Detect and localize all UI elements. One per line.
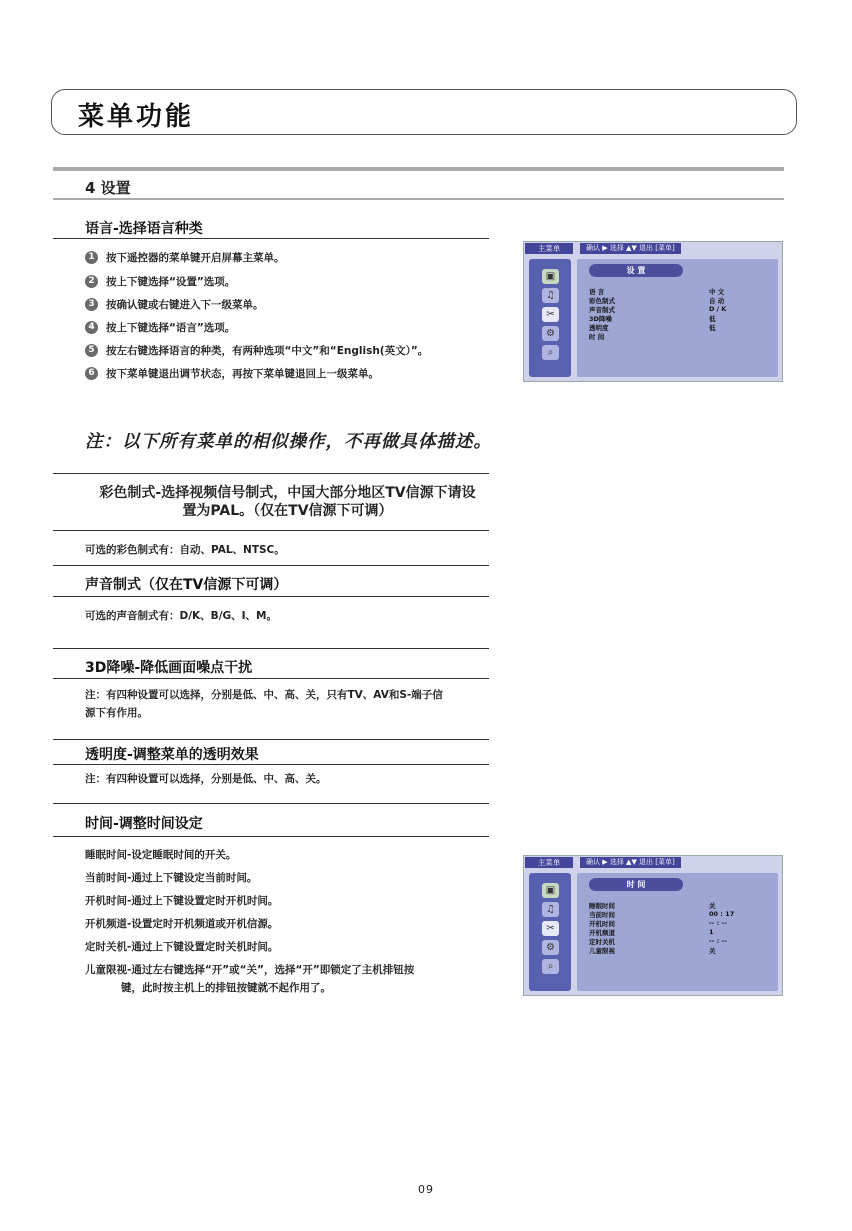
divider — [53, 678, 489, 679]
osd-row: 开机频道 1 — [589, 928, 714, 937]
osd-sidebar — [529, 873, 571, 991]
color-system-heading: 彩色制式-选择视频信号制式，中国大部分地区TV信源下请设 置为PAL。（仅在TV信源下可调） — [99, 485, 476, 519]
step-text: 按确认键或右键进入下一级菜单。 — [106, 299, 264, 311]
step-number: 3 — [85, 298, 98, 311]
step-item — [85, 366, 379, 381]
divider — [53, 565, 489, 566]
noise-heading: 3D降噪-降低画面噪点干扰 — [85, 660, 253, 676]
osd-row: 睡眠时间 关 — [589, 902, 716, 910]
divider — [53, 739, 489, 740]
divider — [53, 648, 489, 649]
osd-settings-screenshot — [523, 241, 783, 382]
step-number: 1 — [85, 251, 98, 264]
step-number: 2 — [85, 275, 98, 288]
chapter-title-box — [51, 89, 797, 135]
osd-row: 语 言 中 文 — [589, 288, 725, 296]
time-item: 当前时间-通过上下键设定当前时间。 — [85, 872, 258, 884]
divider — [53, 530, 489, 531]
language-heading: 语言-选择语言种类 — [85, 221, 203, 237]
noise-body: 注：有四种设置可以选择，分别是低、中、高、关，只有TV、AV和S-端子信 源下有作用。 — [85, 689, 443, 719]
step-text: 按左右键选择语言的种类，有两种选项“中文”和“English(英文）”。 — [106, 345, 429, 357]
time-heading: 时间-调整时间设定 — [85, 816, 203, 832]
divider — [53, 238, 489, 239]
transparency-heading: 透明度-调整菜单的透明效果 — [85, 747, 259, 763]
divider — [53, 836, 489, 837]
osd-panel — [577, 259, 778, 377]
time-item: 开机时间-通过上下键设置定时开机时间。 — [85, 895, 279, 907]
time-item: 开机频道-设置定时开机频道或开机信源。 — [85, 918, 279, 930]
step-number: 6 — [85, 367, 98, 380]
osd-row: 3D降噪 低 — [589, 315, 716, 323]
color-system-body: 可选的彩色制式有：自动、PAL、NTSC。 — [85, 544, 285, 556]
osd-hint-bar: 确认 ▶ 选择 ▲▼ 退出 [菜单] — [580, 243, 681, 254]
chapter-title: 菜单功能 — [78, 102, 195, 132]
step-number: 5 — [85, 344, 98, 357]
time-item-child-lock: 儿童限视-通过左右键选择“开”或“关”，选择“开”即锁定了主机排钮按 键，此时按主机上的排钮按键就不起作用了。 — [85, 964, 415, 994]
step-item — [85, 343, 428, 358]
divider — [53, 596, 489, 597]
section-title: 4 设置 — [85, 179, 131, 197]
sound-system-heading: 声音制式（仅在TV信源下可调） — [85, 577, 288, 593]
osd-hint-bar: 确认 ▶ 选择 ▲▼ 退出 [菜单] — [580, 857, 681, 868]
osd-main-menu-label: 主菜单 — [525, 857, 573, 868]
page-number: 09 — [418, 1183, 434, 1196]
time-item: 定时关机-通过上下键设置定时关机时间。 — [85, 941, 279, 953]
step-text: 按上下键选择“设置”选项。 — [106, 276, 236, 288]
osd-row: 当前时间 00 : 17 — [589, 910, 735, 919]
step-text: 按下菜单键退出调节状态，再按下菜单键退回上一级菜单。 — [106, 368, 379, 380]
sound-icon: ♫ — [542, 288, 559, 303]
picture-icon: ▣ — [542, 883, 559, 898]
divider — [53, 167, 784, 171]
step-item — [85, 250, 285, 265]
divider — [53, 473, 489, 474]
step-text: 按上下键选择“语言”选项。 — [106, 322, 236, 334]
sound-icon: ♫ — [542, 902, 559, 917]
osd-row: 定时关机 -- : -- — [589, 937, 727, 946]
time-item: 睡眠时间-设定睡眠时间的开关。 — [85, 849, 237, 861]
osd-time-screenshot — [523, 855, 783, 996]
search-icon: ⌕ — [542, 345, 559, 360]
osd-sidebar — [529, 259, 571, 377]
step-item — [85, 297, 264, 312]
picture-icon: ▣ — [542, 269, 559, 284]
osd-row: 彩色制式 自 动 — [589, 297, 725, 305]
gear-icon: ⚙ — [542, 940, 559, 955]
divider — [53, 198, 784, 200]
osd-row: 开机时间 -- : -- — [589, 919, 727, 928]
sound-system-body: 可选的声音制式有：D/K、B/G、I、M。 — [85, 610, 277, 622]
step-item — [85, 320, 235, 335]
transparency-body: 注：有四种设置可以选择，分别是低、中、高、关。 — [85, 773, 327, 785]
osd-row: 儿童限视 关 — [589, 947, 716, 955]
osd-panel-title: 设 置 — [589, 264, 683, 277]
tools-icon: ✂ — [542, 307, 559, 322]
step-text: 按下遥控器的菜单键开启屏幕主菜单。 — [106, 252, 285, 264]
osd-panel — [577, 873, 778, 991]
tools-icon: ✂ — [542, 921, 559, 936]
gear-icon: ⚙ — [542, 326, 559, 341]
note-text: 注：以下所有菜单的相似操作，不再做具体描述。 — [85, 432, 492, 452]
osd-panel-title: 时 间 — [589, 878, 683, 891]
divider — [53, 803, 489, 804]
divider — [53, 764, 489, 765]
step-number: 4 — [85, 321, 98, 334]
osd-main-menu-label: 主菜单 — [525, 243, 573, 254]
osd-row: 透明度 低 — [589, 324, 716, 332]
step-item — [85, 274, 235, 289]
osd-row: 声音制式 D / K — [589, 305, 727, 314]
search-icon: ⌕ — [542, 959, 559, 974]
osd-row: 时 间 — [589, 333, 605, 341]
